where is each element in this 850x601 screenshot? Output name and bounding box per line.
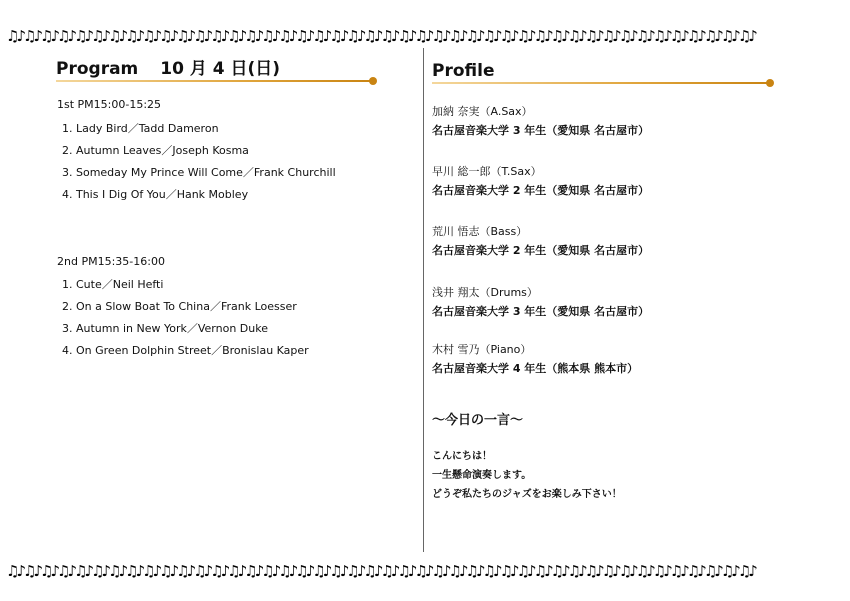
member-school: 名古屋音楽大学 2 年生（愛知県 名古屋市） <box>432 184 650 197</box>
member-school: 名古屋音楽大学 2 年生（愛知県 名古屋市） <box>432 244 650 257</box>
track-item: 2. Autumn Leaves／Joseph Kosma <box>62 144 249 157</box>
program-heading-dot <box>369 77 377 85</box>
track-item: 1. Lady Bird／Tadd Dameron <box>62 122 219 135</box>
column-divider <box>423 48 424 552</box>
member-school: 名古屋音楽大学 4 年生（熊本県 熊本市） <box>432 362 639 375</box>
track-item: 1. Cute／Neil Hefti <box>62 278 164 291</box>
message-title: ～今日の一言～ <box>432 413 524 428</box>
profile-heading: Profile <box>432 61 495 81</box>
member-name: 木村 雪乃（Piano） <box>432 343 532 356</box>
program-heading <box>56 58 280 80</box>
track-item: 4. On Green Dolphin Street／Bronislau Kaper <box>62 344 309 357</box>
member-school: 名古屋音楽大学 3 年生（愛知県 名古屋市） <box>432 305 650 318</box>
message-line: どうぞ私たちのジャズをお楽しみ下さい！ <box>432 489 622 500</box>
track-item: 2. On a Slow Boat To China／Frank Loesser <box>62 300 297 313</box>
track-item: 3. Someday My Prince Will Come／Frank Churchill <box>62 166 336 179</box>
profile-heading-dot <box>766 79 774 87</box>
member-name: 早川 総一郎（T.Sax） <box>432 165 542 178</box>
track-item: 3. Autumn in New York／Vernon Duke <box>62 322 268 335</box>
member-name: 加納 奈実（A.Sax） <box>432 105 533 118</box>
profile-heading-rule <box>432 82 768 84</box>
member-name: 浅井 翔太（Drums） <box>432 286 538 299</box>
music-note-border-bottom: ♫♪♫♪♫♪♫♪♫♪♫♪♫♪♫♪♫♪♫♪♫♪♫♪♫♪♫♪♫♪♫♪♫♪♫♪♫♪♫♪♫♪♫♪♫♪♫♪♫♪♫♪♫♪♫♪♫♪♫♪♫♪♫♪♫♪♫♪♫♪♫♪♫♪♫♪♫♪♫♪♫♪♫♪♫♪♫♪ <box>6 562 755 580</box>
program-title: Program <box>56 59 139 79</box>
set-title-second: 2nd PM15:35-16:00 <box>57 255 165 268</box>
program-date: 10 月 4 日(日) <box>160 59 281 79</box>
music-note-border-top: ♫♪♫♪♫♪♫♪♫♪♫♪♫♪♫♪♫♪♫♪♫♪♫♪♫♪♫♪♫♪♫♪♫♪♫♪♫♪♫♪♫♪♫♪♫♪♫♪♫♪♫♪♫♪♫♪♫♪♫♪♫♪♫♪♫♪♫♪♫♪♫♪♫♪♫♪♫♪♫♪♫♪♫♪♫♪♫♪ <box>6 27 755 45</box>
program-heading-rule <box>56 80 372 82</box>
member-name: 荒川 悟志（Bass） <box>432 225 528 238</box>
message-line: 一生懸命演奏します。 <box>432 470 532 481</box>
track-item: 4. This I Dig Of You／Hank Mobley <box>62 188 249 201</box>
message-line: こんにちは！ <box>432 451 492 462</box>
member-school: 名古屋音楽大学 3 年生（愛知県 名古屋市） <box>432 124 650 137</box>
set-title-first: 1st PM15:00-15:25 <box>57 98 162 111</box>
